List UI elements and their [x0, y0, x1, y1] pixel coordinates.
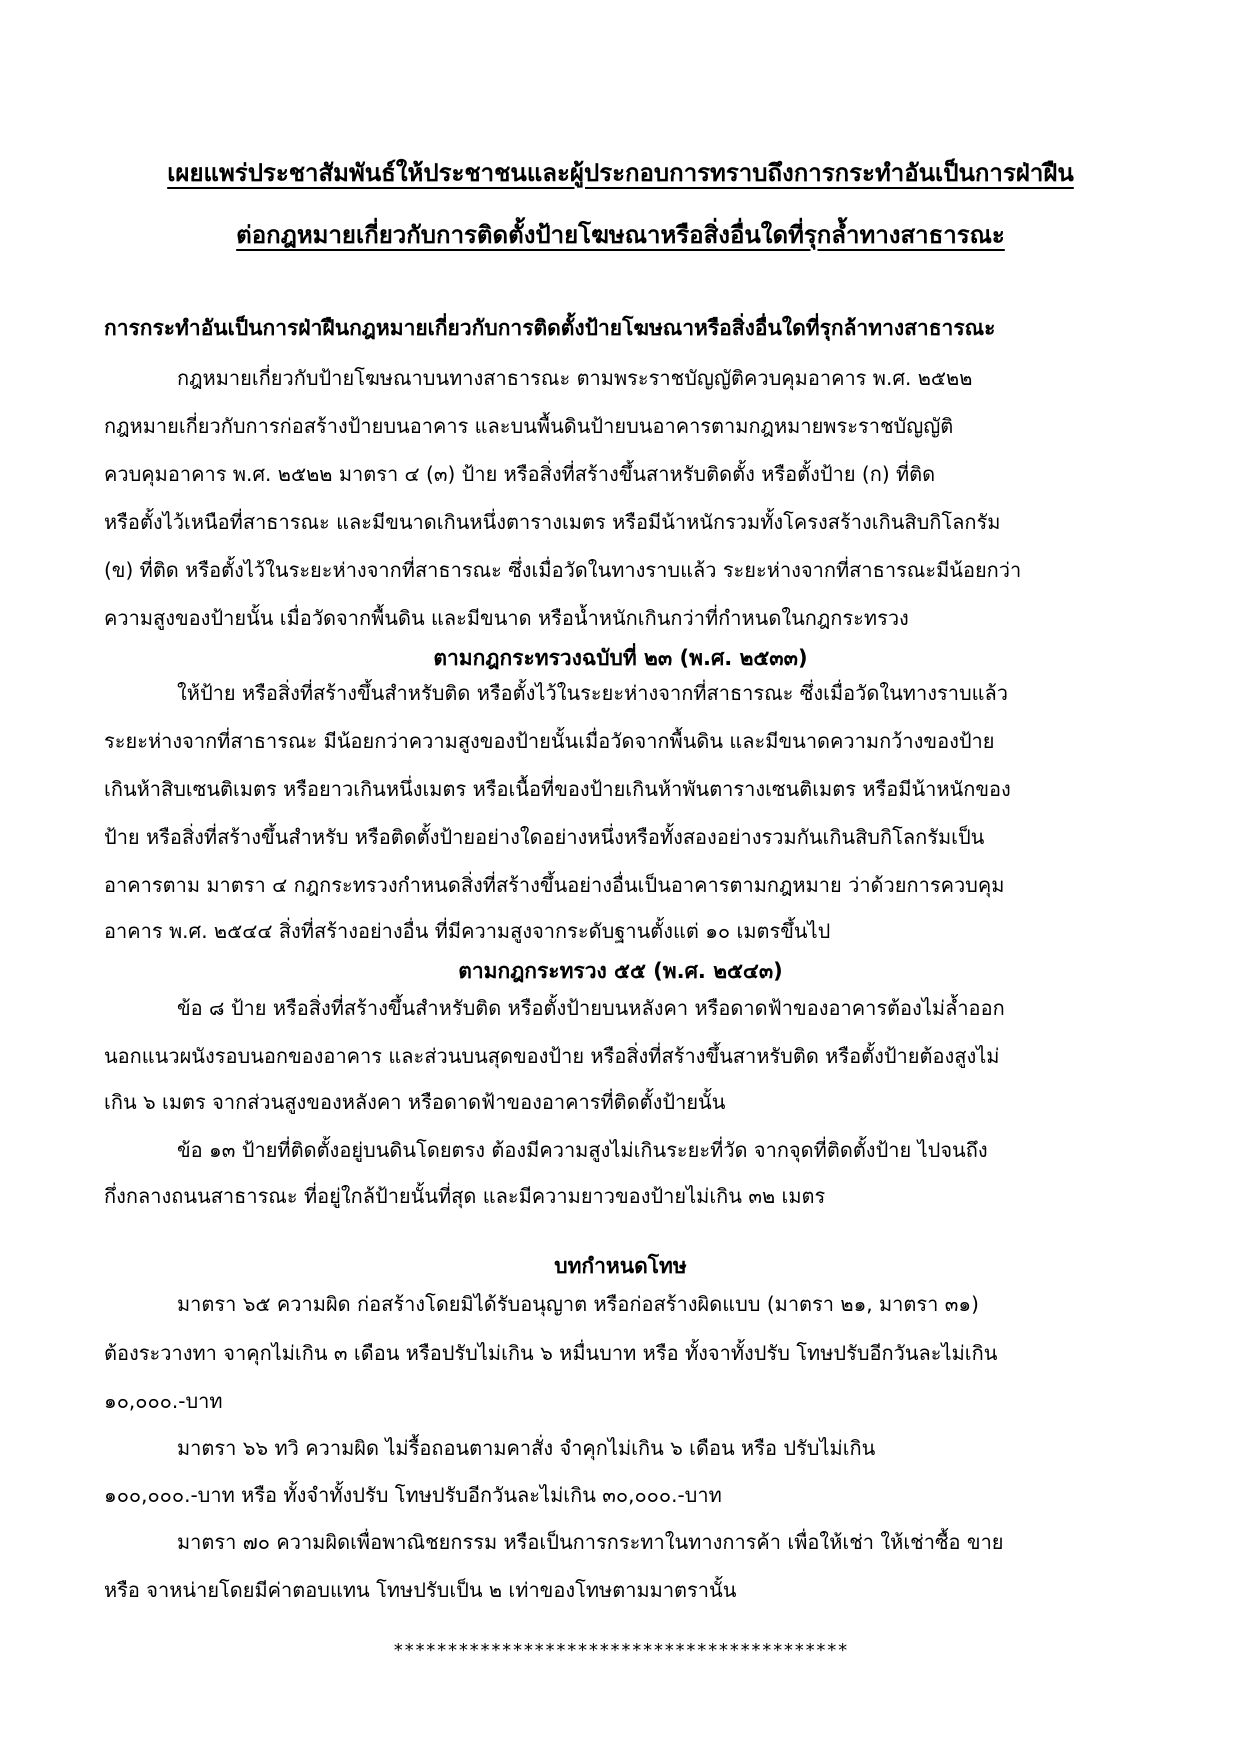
paragraph-line: ๑๐๐,๐๐๐.-บาท หรือ ทั้งจำทั้งปรับ โทษปรับอีกวันละไม่เกิน ๓๐,๐๐๐.-บาท	[104, 1483, 722, 1507]
paragraph-line: อาคาร พ.ศ. ๒๕๔๔ สิ่งที่สร้างอย่างอื่น ที่มีความสูงจากระดับฐานตั้งแต่ ๑๐ เมตรขึ้นไป	[104, 919, 831, 943]
ministerial-regulation-23-heading: ตามกฎกระทรวงฉบับที่ ๒๓ (พ.ศ. ๒๕๓๓)	[433, 646, 808, 670]
penalty-heading: บทกำหนดโทษ	[554, 1254, 687, 1278]
document-title-line-2: ต่อกฎหมายเกี่ยวกับการติดตั้งป้ายโฆษณาหรือสิ่งอื่นใดที่รุกล้ำทางสาธารณะ	[236, 221, 1005, 249]
paragraph-line: หรือตั้งไว้เหนือที่สาธารณะ และมีขนาดเกินหนึ่งตารางเมตร หรือมีน้าหนักรวมทั้งโครงสร้างเกินสิบกิโลกรัม	[104, 510, 1001, 534]
paragraph-line: (ข) ที่ติด หรือตั้งไว้ในระยะห่างจากที่สาธารณะ ซึ่งเมื่อวัดในทางราบแล้ว ระยะห่างจากที่สาธารณะมีน้อยกว่า	[104, 558, 1022, 582]
paragraph-line: นอกแนวผนังรอบนอกของอาคาร และส่วนบนสุดของป้าย หรือสิ่งที่สร้างขึ้นสาหรับติด หรือตั้งป้ายต้องสูงไม่	[104, 1044, 1000, 1068]
document-title-line-1: เผยแพร่ประชาสัมพันธ์ให้ประชาชนและผู้ประกอบการทราบถึงการกระทำอันเป็นการฝ่าฝืน	[167, 159, 1074, 187]
paragraph-line: หรือ จาหน่ายโดยมีค่าตอบแทน โทษปรับเป็น ๒ เท่าของโทษตามมาตรานั้น	[104, 1578, 737, 1602]
paragraph-line: ป้าย หรือสิ่งที่สร้างขึ้นสำหรับ หรือติดตั้งป้ายอย่างใดอย่างหนึ่งหรือทั้งสองอย่างรวมกันเกินสิบกิโลกรัมเป็น	[104, 825, 985, 849]
paragraph-line: กฎหมายเกี่ยวกับการก่อสร้างป้ายบนอาคาร และบนพื้นดินป้ายบนอาคารตามกฎหมายพระราชบัญญัติ	[104, 414, 954, 438]
ministerial-regulation-55-heading: ตามกฎกระทรวง ๕๕ (พ.ศ. ๒๕๔๓)	[458, 959, 783, 983]
paragraph-line: กึ่งกลางถนนสาธารณะ ที่อยู่ใกล้ป้ายนั้นที่สุด และมีความยาวของป้ายไม่เกิน ๓๒ เมตร	[104, 1184, 826, 1208]
paragraph-line: ความสูงของป้ายนั้น เมื่อวัดจากพื้นดิน และมีขนาด หรือน้ำหนักเกินกว่าที่กำหนดในกฎกระทรวง	[104, 606, 909, 630]
paragraph-line: ควบคุมอาคาร พ.ศ. ๒๕๒๒ มาตรา ๔ (๓) ป้าย หรือสิ่งที่สร้างขึ้นสาหรับติดตั้ง หรือตั้งป้าย (ก) ที่ติด	[104, 462, 936, 486]
paragraph-line: มาตรา ๖๖ ทวิ ความผิด ไม่รื้อถอนตามคาสั่ง จำคุกไม่เกิน ๖ เดือน หรือ ปรับไม่เกิน	[177, 1436, 876, 1460]
paragraph-line: อาคารตาม มาตรา ๔ กฎกระทรวงกำหนดสิ่งที่สร้างขึ้นอย่างอื่นเป็นอาคารตามกฎหมาย ว่าด้วยการควบคุม	[104, 873, 1005, 897]
section-heading: การกระทำอันเป็นการฝ่าฝืนกฎหมายเกี่ยวกับการติดตั้งป้ายโฆษณาหรือสิ่งอื่นใดที่รุกล้าทางสาธารณะ	[104, 316, 996, 340]
paragraph-line: ๑๐,๐๐๐.-บาท	[104, 1389, 223, 1413]
paragraph-line: มาตรา ๗๐ ความผิดเพื่อพาณิชยกรรม หรือเป็นการกระทาในทางการค้า เพื่อให้เช่า ให้เช่าซื้อ ขาย	[177, 1530, 1004, 1554]
paragraph-line: ข้อ ๑๓ ป้ายที่ติดตั้งอยู่บนดินโดยตรง ต้องมีความสูงไม่เกินระยะที่วัด จากจุดที่ติดตั้งป้าย ไปจนถึง	[177, 1138, 988, 1162]
paragraph-line: เกิน ๖ เมตร จากส่วนสูงของหลังคา หรือดาดฟ้าของอาคารที่ติดตั้งป้ายนั้น	[104, 1090, 726, 1114]
footer-separator: ******************************************	[392, 1640, 849, 1661]
paragraph-line: ข้อ ๘ ป้าย หรือสิ่งที่สร้างขึ้นสำหรับติด หรือตั้งป้ายบนหลังคา หรือดาดฟ้าของอาคารต้องไม่ล้ำออก	[177, 996, 1005, 1020]
paragraph-line: ระยะห่างจากที่สาธารณะ มีน้อยกว่าความสูงของป้ายนั้นเมื่อวัดจากพื้นดิน และมีขนาดความกว้างของป้าย	[104, 729, 995, 753]
paragraph-line: ให้ป้าย หรือสิ่งที่สร้างขึ้นสำหรับติด หรือตั้งไว้ในระยะห่างจากที่สาธารณะ ซึ่งเมื่อวัดในทางราบแล้ว	[177, 681, 1009, 705]
paragraph-line: ต้องระวางทา จาคุกไม่เกิน ๓ เดือน หรือปรับไม่เกิน ๖ หมื่นบาท หรือ ทั้งจาทั้งปรับ โทษปรับอีกวันละไม่เกิน	[104, 1341, 998, 1365]
paragraph-line: เกินห้าสิบเซนติเมตร หรือยาวเกินหนึ่งเมตร หรือเนื้อที่ของป้ายเกินห้าพันตารางเซนติเมตร หรือมีน้าหนักของ	[104, 777, 1011, 801]
paragraph-line: มาตรา ๖๕ ความผิด ก่อสร้างโดยมิได้รับอนุญาต หรือก่อสร้างผิดแบบ (มาตรา ๒๑, มาตรา ๓๑)	[177, 1292, 979, 1316]
paragraph-line: กฎหมายเกี่ยวกับป้ายโฆษณาบนทางสาธารณะ ตามพระราชบัญญัติควบคุมอาคาร พ.ศ. ๒๕๒๒	[177, 366, 973, 390]
